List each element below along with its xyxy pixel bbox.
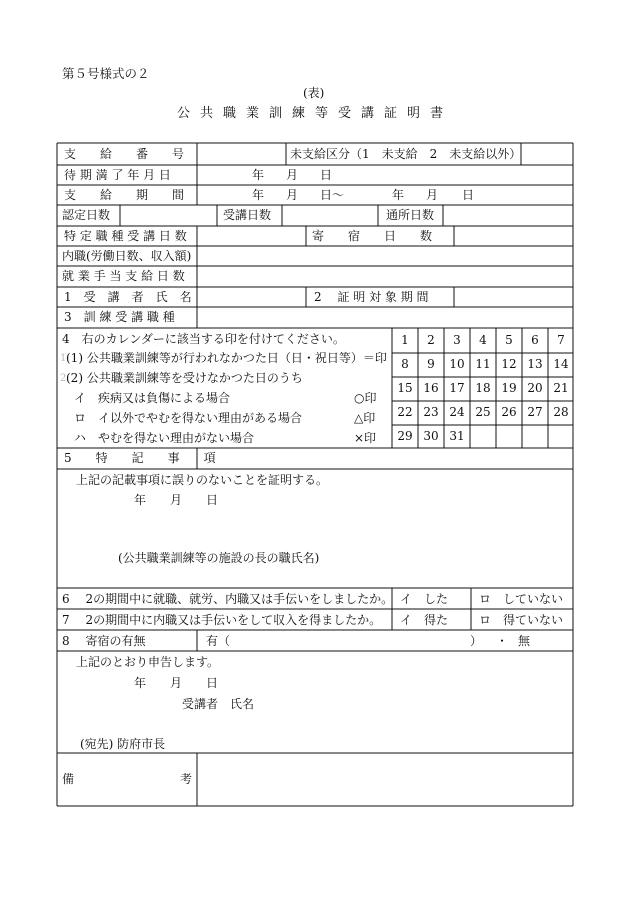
calendar-day-cell[interactable]: 4 — [479, 333, 487, 347]
form-title: 公共職業訓練等受講証明書 — [176, 106, 453, 121]
calendar-day-cell[interactable]: 3 — [453, 333, 461, 347]
year-unit: 年 — [252, 188, 265, 202]
declaration-date: 年 月 日 — [134, 676, 219, 690]
boarding-days-label: 寄 宿 日 数 — [312, 229, 433, 243]
month-unit: 月 — [426, 188, 439, 202]
calendar-day-cell[interactable]: 9 — [427, 357, 435, 371]
calendar-day-cell[interactable]: 7 — [557, 333, 565, 347]
waiting-period-end-label: 待 期 満 了 年 月 日 — [64, 168, 171, 182]
commute-days-label: 通所日数 — [386, 208, 435, 222]
certification-period-label: 2 証 明 対 象 期 間 — [314, 290, 429, 304]
calendar-day-cell[interactable]: 22 — [397, 405, 413, 419]
triangle-mark: △印 — [354, 411, 376, 425]
calendar-day-cell[interactable]: 10 — [449, 357, 465, 371]
specific-occupation-days-label: 特 定 職 種 受 講 日 数 — [64, 229, 187, 243]
option-not-earned[interactable]: ロ 得ていない — [479, 613, 564, 627]
calendar-day-cell[interactable]: 19 — [501, 381, 517, 395]
calendar-day-cell[interactable]: 31 — [449, 429, 465, 443]
unpaid-category-label: 未支給区分（1 未支給 2 未支給以外） — [290, 147, 522, 161]
calendar-day-cell[interactable]: 6 — [531, 333, 539, 347]
calendar-day-cell[interactable]: 21 — [553, 381, 569, 395]
separator-dot: ・ — [496, 634, 509, 648]
calendar-day-cell[interactable]: 1 — [401, 333, 409, 347]
no-training-day-rule: (1) 公共職業訓練等が行われなかつた日（日・祝日等）＝印 — [66, 351, 387, 365]
year-unit: 年 — [252, 168, 265, 182]
absence-unavoidable: ロ イ以外でやむを得ない理由がある場合 — [74, 411, 303, 425]
form-side-label: (表) — [303, 86, 325, 100]
option-did-not[interactable]: ロ していない — [479, 592, 564, 606]
trainee-name-label: 1 受 講 者 氏 名 — [64, 290, 192, 304]
calendar-day-cell[interactable]: 28 — [553, 405, 569, 419]
calendar-day-cell[interactable]: 30 — [423, 429, 439, 443]
side-mark: 2 — [60, 373, 67, 384]
calendar-day-cell[interactable]: 13 — [527, 357, 543, 371]
cross-mark: ×印 — [354, 431, 377, 445]
remarks-label-right: 考 — [180, 772, 193, 786]
calendar-day-cell[interactable]: 24 — [449, 405, 465, 419]
remarks-label-left: 備 — [62, 772, 75, 786]
employment-question: 6 2の期間中に就職、就労、内職又は手伝いをしましたか。 — [62, 592, 394, 606]
boarding-yes-close: ） — [470, 634, 483, 648]
certification-date: 年 月 日 — [134, 493, 219, 507]
calendar-day-cell[interactable]: 12 — [501, 357, 517, 371]
income-question: 7 2の期間中に内職又は手伝いをして収入を得ましたか。 — [62, 613, 382, 627]
side-mark: 1 — [60, 353, 67, 364]
attended-days-label: 受講日数 — [223, 208, 272, 222]
employment-allowance-days-label: 就 業 手 当 支 給 日 数 — [62, 269, 185, 283]
calendar-day-cell[interactable]: 8 — [401, 357, 409, 371]
certified-days-label: 認定日数 — [62, 208, 111, 222]
calendar-instruction: 4 右のカレンダーに該当する印を付けてください。 — [62, 332, 345, 346]
facility-head-caption: (公共職業訓練等の施設の長の職氏名) — [118, 551, 320, 565]
side-job-label: 内職(労働日数、収入額) — [62, 249, 192, 263]
applicant-name-label: 受講者 氏名 — [182, 697, 255, 711]
calendar-day-cell[interactable]: 14 — [553, 357, 569, 371]
addressee: (宛先) 防府市長 — [80, 737, 166, 751]
calendar-day-cell[interactable]: 29 — [397, 429, 413, 443]
declaration-statement: 上記のとおり申告します。 — [76, 655, 220, 669]
absence-rule: (2) 公共職業訓練等を受けなかつた日のうち — [66, 371, 303, 385]
form-number: 第５号様式の２ — [62, 66, 150, 81]
option-earned[interactable]: イ 得た — [400, 613, 449, 627]
calendar-day-cell[interactable]: 16 — [423, 381, 439, 395]
special-notes-label: 5 特 記 事 項 — [64, 451, 216, 465]
day-unit: 日 — [462, 188, 475, 202]
calendar-day-cell[interactable]: 5 — [505, 333, 513, 347]
year-unit: 年 — [392, 188, 405, 202]
day-unit: 日 — [320, 168, 333, 182]
calendar-day-cell[interactable]: 18 — [475, 381, 491, 395]
training-occupation-label: 3 訓 練 受 講 職 種 — [64, 310, 175, 324]
day-from-unit: 日～ — [320, 188, 345, 202]
calendar-day-cell[interactable]: 20 — [527, 381, 543, 395]
calendar-day-cell[interactable]: 2 — [427, 333, 435, 347]
boarding-no[interactable]: 無 — [518, 634, 531, 648]
calendar-day-cell[interactable]: 27 — [527, 405, 543, 419]
month-unit: 月 — [286, 188, 299, 202]
calendar-day-cell[interactable]: 15 — [397, 381, 413, 395]
calendar-day-cell[interactable]: 23 — [423, 405, 439, 419]
calendar-day-cell[interactable]: 17 — [449, 381, 465, 395]
calendar-day-cell[interactable]: 26 — [501, 405, 517, 419]
circle-mark: ○印 — [354, 391, 377, 405]
payment-number-label: 支 給 番 号 — [64, 147, 185, 161]
certification-statement: 上記の記載事項に誤りのないことを証明する。 — [76, 473, 329, 487]
calendar-day-cell[interactable]: 11 — [475, 357, 491, 371]
month-unit: 月 — [286, 168, 299, 182]
absence-no-reason: ハ やむを得ない理由がない場合 — [74, 431, 255, 445]
absence-illness: イ 疾病又は負傷による場合 — [74, 391, 231, 405]
boarding-yes[interactable]: 有（ — [206, 634, 231, 648]
option-did[interactable]: イ した — [400, 592, 449, 606]
payment-period-label: 支 給 期 間 — [64, 188, 185, 202]
calendar-day-cell[interactable]: 25 — [475, 405, 491, 419]
boarding-status-label: 8 寄宿の有無 — [62, 634, 146, 648]
